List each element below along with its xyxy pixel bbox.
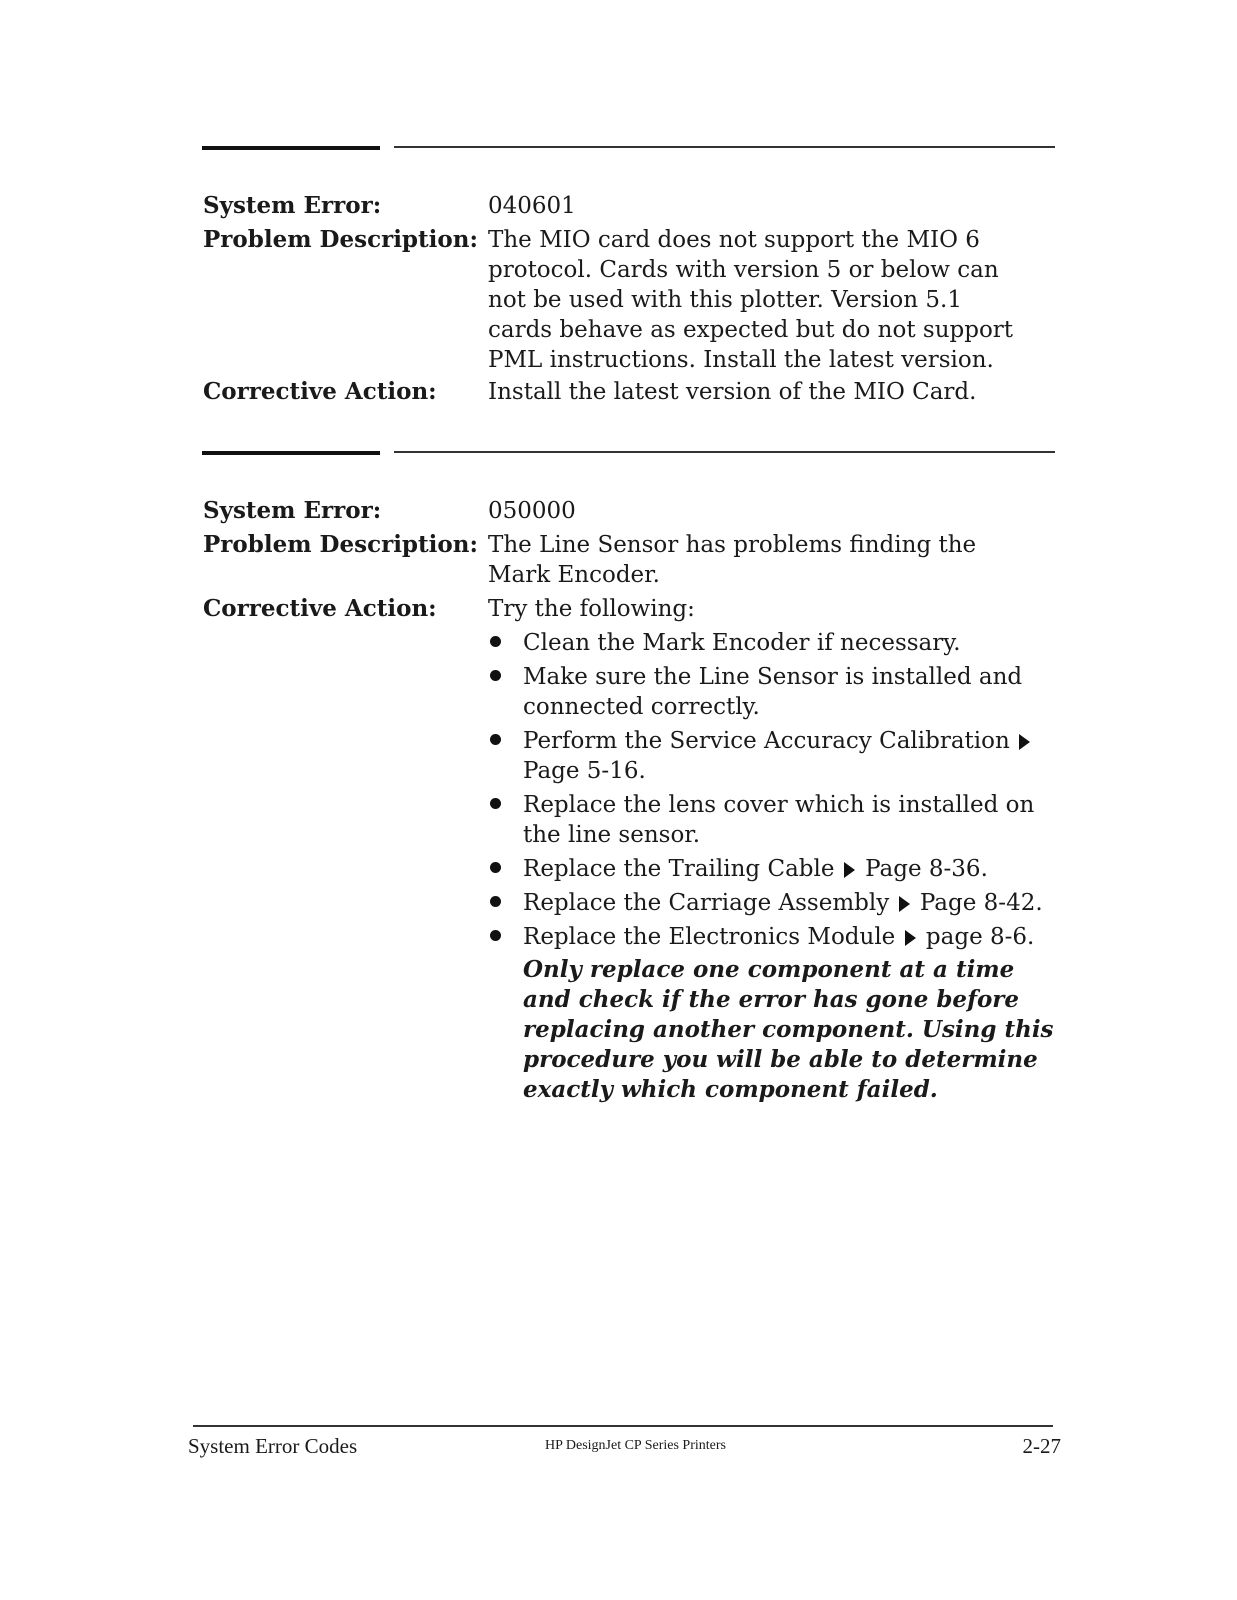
step-page-ref: Page 8-36. [865, 856, 988, 882]
list-item [488, 662, 1023, 722]
footer-rule [193, 1425, 1053, 1427]
corrective-action-value: Install the latest version of the MIO Card. [488, 379, 977, 405]
list-item [488, 854, 1053, 884]
bullet-dot-icon [490, 670, 501, 681]
bullet-dot-icon [490, 734, 501, 745]
problem-description-value: The Line Sensor has problems finding the Mark Encoder. [488, 532, 977, 588]
problem-description-label: Problem Description: [203, 531, 478, 558]
page-reference-arrow-icon [844, 862, 855, 878]
bullet-dot-icon [490, 896, 501, 907]
system-error-value: 050000 [488, 498, 576, 524]
problem-description-value: The MIO card does not support the MIO 6 protocol. Cards with version 5 or below can not be used with this plotter. Version 5.1 cards behave as expected but do not support PML instructions. Install the latest version. [488, 227, 1014, 373]
rule-thick [202, 451, 380, 455]
list-item [488, 790, 1053, 850]
system-error-label: System Error: [203, 192, 382, 219]
page-reference-arrow-icon [905, 930, 916, 946]
step-text: Replace the Trailing Cable [523, 856, 835, 882]
rule-thin [394, 146, 1055, 148]
corrective-action-label: Corrective Action: [203, 378, 437, 405]
bullet-dot-icon [490, 798, 501, 809]
footer-product-name: HP DesignJet CP Series Printers [545, 1438, 726, 1453]
step-text: Replace the lens cover which is installed on the line sensor. [523, 792, 1035, 848]
problem-description-label: Problem Description: [203, 226, 478, 253]
system-error-label: System Error: [203, 497, 382, 524]
step-page-ref: page 8-6. [925, 924, 1035, 950]
list-item [488, 888, 1053, 918]
rule-thin [394, 451, 1055, 453]
page-reference-arrow-icon [1019, 734, 1030, 750]
procedure-note: Only replace one component at a time and check if the error has gone before replacing another component. Using this procedure you will be able to determine exactly which component failed. [523, 956, 1054, 1103]
step-text: Replace the Electronics Module [523, 924, 896, 950]
bullet-dot-icon [490, 862, 501, 873]
bullet-dot-icon [490, 930, 501, 941]
corrective-action-label: Corrective Action: [203, 595, 437, 622]
list-item [488, 628, 1053, 658]
step-text: Replace the Carriage Assembly [523, 890, 890, 916]
list-item [488, 922, 1053, 952]
corrective-steps-list [488, 628, 1053, 956]
step-text: Perform the Service Accuracy Calibration [523, 728, 1010, 754]
list-item [488, 726, 1043, 786]
page-number: 2-27 [1022, 1434, 1061, 1458]
footer-section-title: System Error Codes [188, 1434, 358, 1458]
step-text: Clean the Mark Encoder if necessary. [523, 630, 961, 656]
step-page-ref: Page 8-42. [919, 890, 1043, 916]
rule-thick [202, 146, 380, 150]
page-reference-arrow-icon [899, 896, 910, 912]
bullet-dot-icon [490, 636, 501, 647]
system-error-value: 040601 [488, 193, 576, 219]
step-page-ref: Page 5-16. [523, 758, 646, 784]
step-text: Make sure the Line Sensor is installed and connected correctly. [523, 664, 1023, 720]
corrective-action-value: Try the following: [488, 596, 695, 622]
